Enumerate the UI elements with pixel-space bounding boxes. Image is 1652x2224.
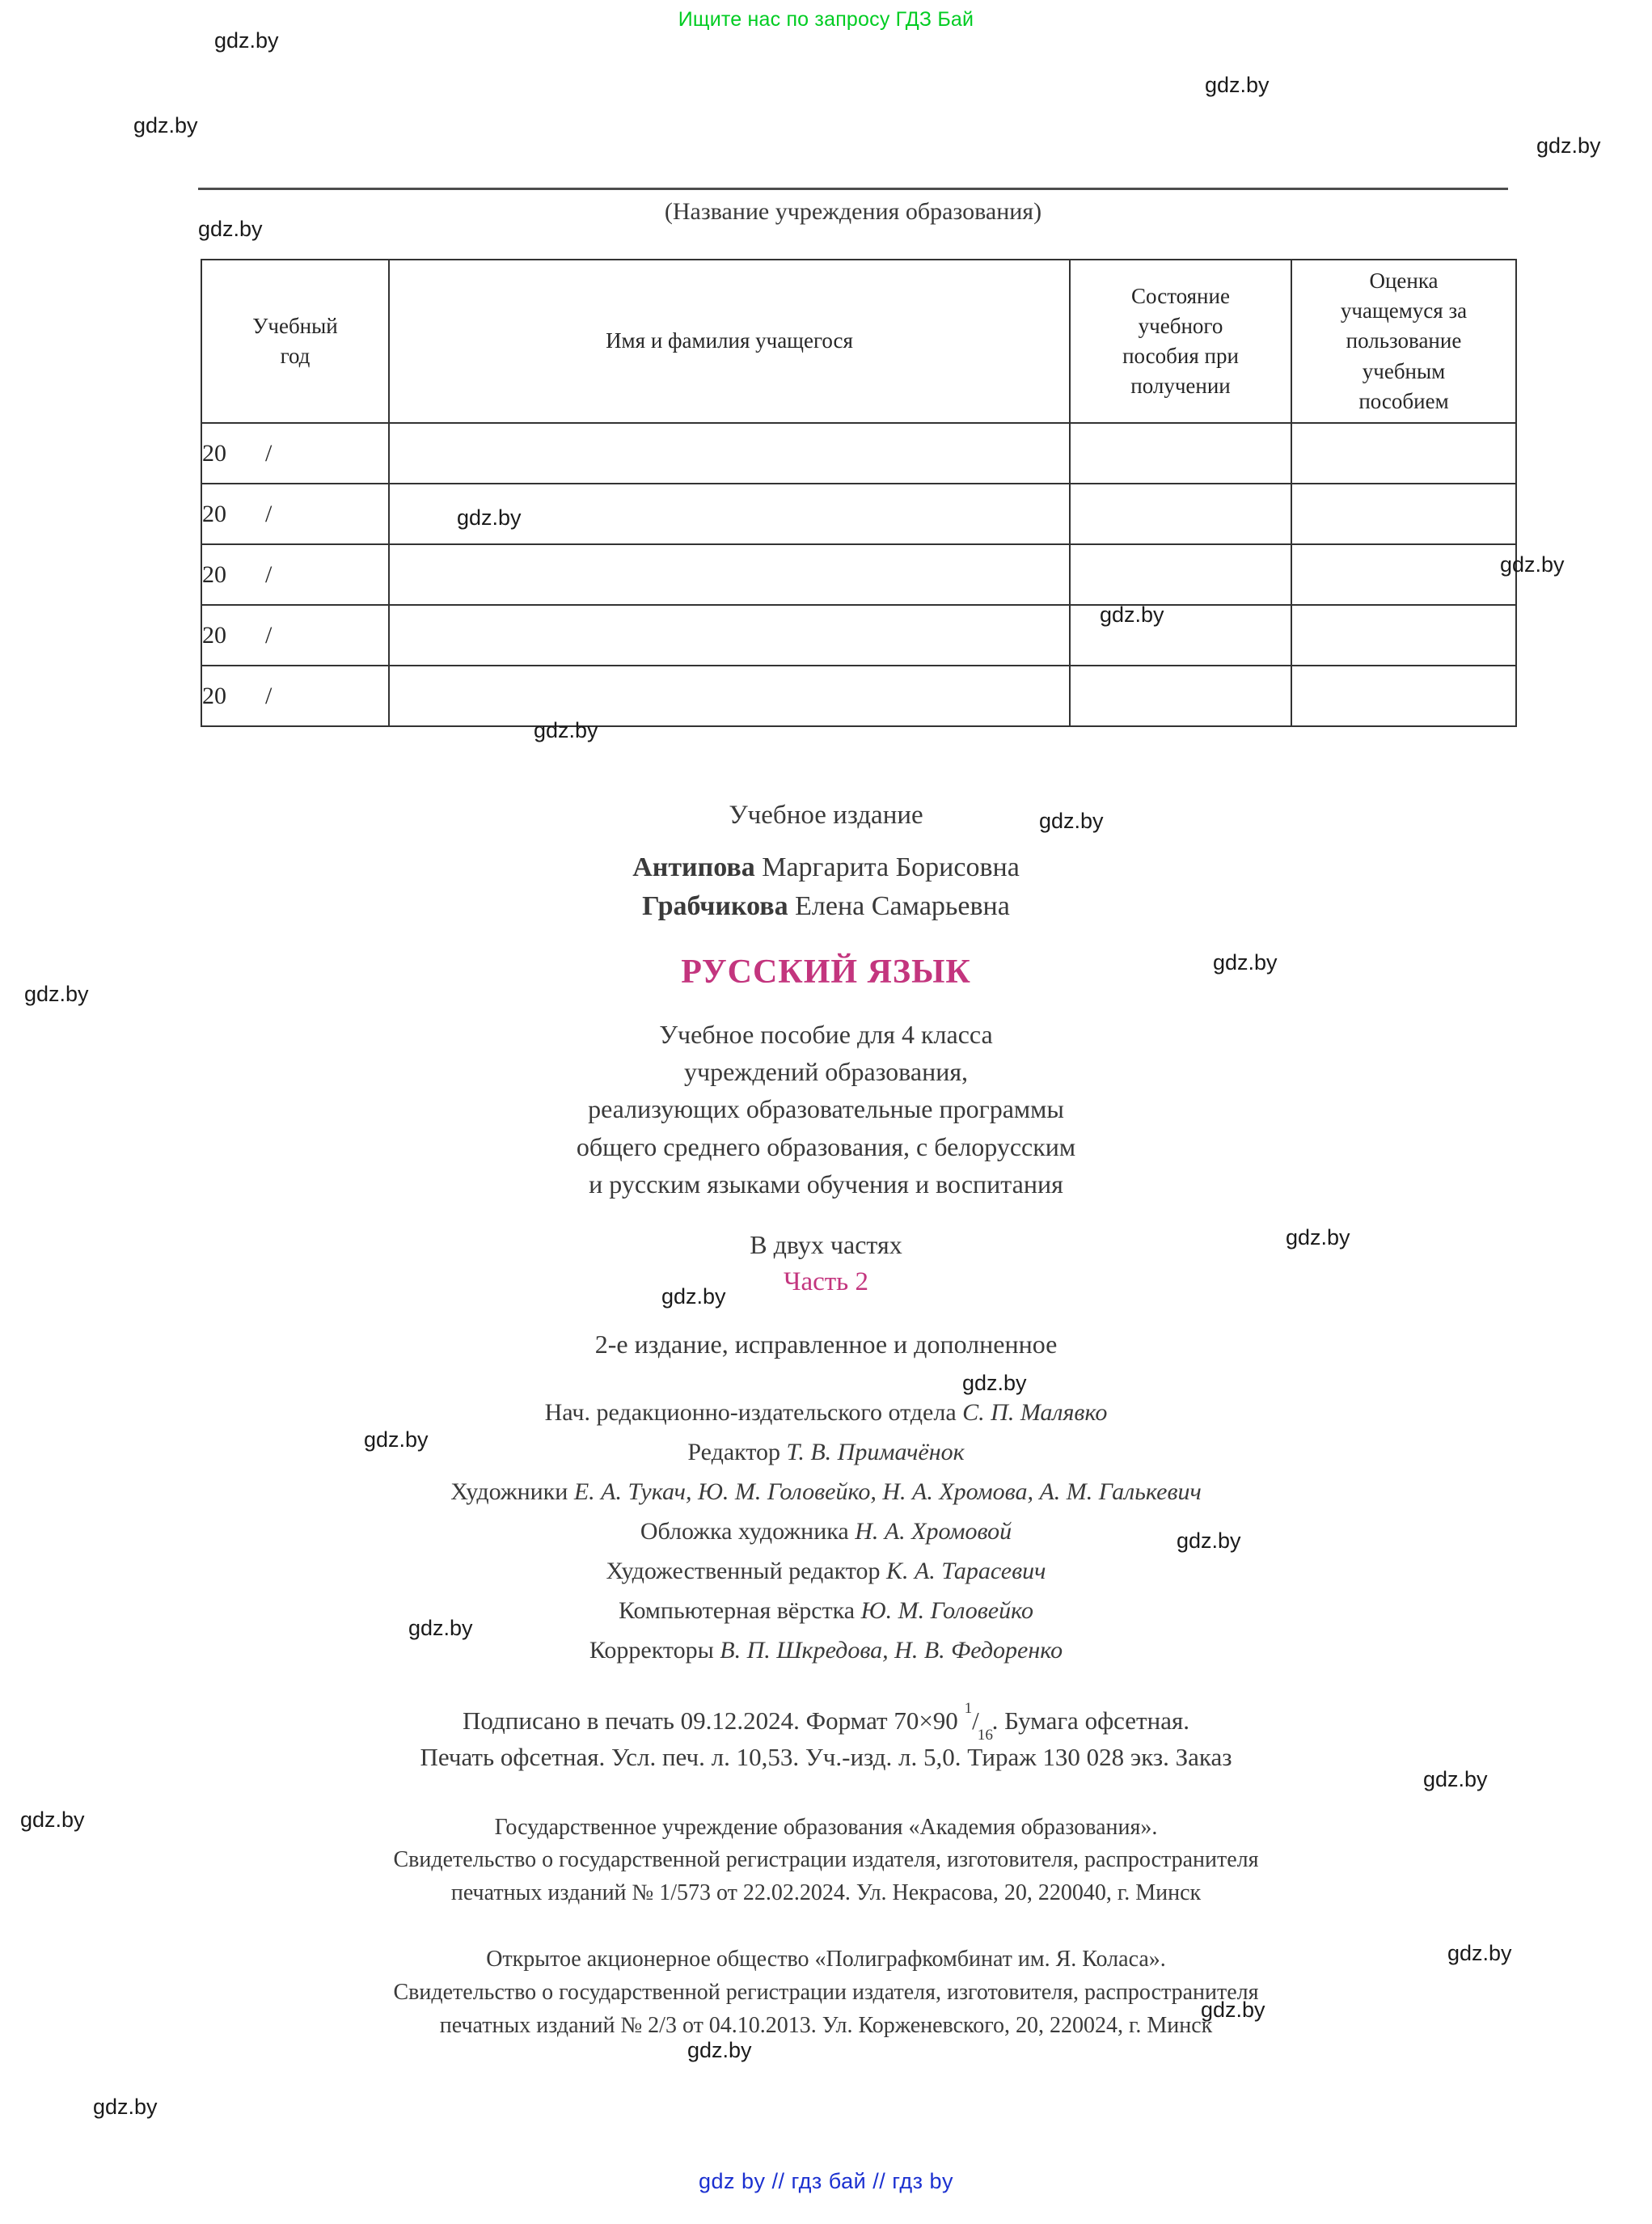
credit-role-3: Художники xyxy=(450,1478,574,1506)
watermark-12: gdz.by xyxy=(24,982,89,1006)
credit-role-1: Нач. редакционно-издательского отдела xyxy=(544,1399,963,1427)
print-info xyxy=(0,1699,1652,1776)
credit-line-5 xyxy=(0,1552,1652,1592)
format-fraction: $^1/_{16}$ xyxy=(964,1699,993,1744)
watermark-20: gdz.by xyxy=(20,1808,85,1832)
watermark-11: gdz.by xyxy=(1213,950,1278,975)
credit-name-7: В. П. Шкредова, Н. В. Федоренко xyxy=(720,1636,1063,1664)
year-prefix: 20 xyxy=(202,682,226,709)
credit-name-6: Ю. М. Головейко xyxy=(860,1596,1034,1624)
credit-name-2: Т. В. Примачёнок xyxy=(786,1439,965,1466)
watermark-6: gdz.by xyxy=(457,505,522,530)
credit-role-4: Обложка художника xyxy=(640,1518,856,1545)
author-2-surname: Грабчикова xyxy=(642,891,788,922)
author-2-given: Елена Самарьевна xyxy=(795,891,1010,922)
edition-number: 2-е издание, исправленное и дополненное xyxy=(594,1330,1058,1359)
watermark-10: gdz.by xyxy=(1039,809,1104,833)
table-row xyxy=(201,544,1516,605)
header-academic-year-line1: Учебный xyxy=(252,313,338,338)
watermark-5: gdz.by xyxy=(198,217,263,241)
cell-student-grade[interactable] xyxy=(1291,544,1516,605)
year-slash: / xyxy=(265,621,273,649)
header-book-condition-line1: Состояние xyxy=(1131,283,1230,308)
cell-book-condition[interactable] xyxy=(1070,484,1291,544)
year-slash: / xyxy=(265,500,273,527)
fraction-denominator: 16 xyxy=(977,1726,993,1744)
book-subtitle xyxy=(0,1016,1652,1203)
credits-block xyxy=(0,1393,1652,1670)
cell-student-grade[interactable] xyxy=(1291,484,1516,544)
table-row xyxy=(201,484,1516,544)
student-record-table xyxy=(201,259,1517,727)
subtitle-line-2: учреждений образования, xyxy=(683,1056,969,1086)
header-student-grade-line3: пользование xyxy=(1346,328,1462,353)
watermark-8: gdz.by xyxy=(1100,603,1164,627)
publisher-1-name: Государственное учреждение образования «Академия образования». xyxy=(494,1814,1158,1840)
year-slash: / xyxy=(265,560,273,588)
watermark-9: gdz.by xyxy=(534,718,598,742)
table-body xyxy=(201,423,1516,726)
credit-line-2 xyxy=(0,1433,1652,1473)
print-info-line-1 xyxy=(0,1699,1652,1744)
credit-line-7 xyxy=(0,1631,1652,1671)
header-book-condition-line3: пособия при xyxy=(1122,344,1239,368)
watermark-4: gdz.by xyxy=(1536,133,1601,158)
promo-banner: Ищите нас по запросу ГДЗ Бай xyxy=(678,8,974,31)
watermark-23: gdz.by xyxy=(687,2038,752,2062)
cell-book-condition[interactable] xyxy=(1070,666,1291,726)
header-academic-year xyxy=(201,260,389,423)
subtitle-line-3: реализующих образовательные программы xyxy=(588,1094,1064,1124)
table-row xyxy=(201,605,1516,666)
year-prefix: 20 xyxy=(202,500,226,527)
credit-line-6 xyxy=(0,1592,1652,1631)
cell-student-name[interactable] xyxy=(389,605,1070,666)
publisher-1-cert-line-1: Свидетельство о государственной регистрации издателя, изготовителя, распространителя xyxy=(393,1847,1259,1873)
watermark-19: gdz.by xyxy=(1423,1767,1488,1791)
watermark-21: gdz.by xyxy=(1447,1941,1512,1965)
book-title: РУССКИЙ ЯЗЫК xyxy=(681,953,971,991)
cell-academic-year[interactable] xyxy=(201,666,389,726)
watermark-2: gdz.by xyxy=(1205,73,1270,97)
watermark-18: gdz.by xyxy=(408,1616,473,1640)
cell-academic-year[interactable] xyxy=(201,605,389,666)
author-2 xyxy=(0,887,1652,926)
credit-name-5: К. А. Тарасевич xyxy=(886,1558,1046,1585)
watermark-1: gdz.by xyxy=(214,28,279,53)
watermark-13: gdz.by xyxy=(1286,1225,1350,1249)
year-prefix: 20 xyxy=(202,621,226,649)
print-info-line-2: Печать офсетная. Усл. печ. л. 10,53. Уч.-изд. л. 5,0. Тираж 130 028 экз. Заказ xyxy=(420,1742,1232,1771)
cell-academic-year[interactable] xyxy=(201,423,389,484)
watermark-24: gdz.by xyxy=(93,2095,158,2119)
author-1-given: Маргарита Борисовна xyxy=(762,852,1020,882)
table-row xyxy=(201,666,1516,726)
header-student-grade-line4: учебным xyxy=(1362,358,1446,383)
watermark-7: gdz.by xyxy=(1500,552,1565,577)
year-prefix: 20 xyxy=(202,439,226,467)
header-student-grade xyxy=(1291,260,1516,423)
watermark-14: gdz.by xyxy=(661,1284,726,1309)
colophon xyxy=(0,801,1652,2042)
header-student-name: Имя и фамилия учащегося xyxy=(389,260,1070,423)
subtitle-line-4: общего среднего образования, с белорусским xyxy=(576,1131,1076,1161)
publisher-2 xyxy=(0,1943,1652,2042)
header-book-condition xyxy=(1070,260,1291,423)
watermark-3: gdz.by xyxy=(133,113,198,137)
author-1-surname: Антипова xyxy=(632,852,755,882)
footer-links[interactable]: gdz by // гдз бай // гдз by xyxy=(698,2169,954,2193)
watermark-16: gdz.by xyxy=(364,1427,429,1452)
watermark-17: gdz.by xyxy=(1177,1528,1241,1553)
credit-name-1: С. П. Малявко xyxy=(962,1399,1108,1427)
credit-name-4: Н. А. Хромовой xyxy=(855,1518,1012,1545)
credit-role-5: Художественный редактор xyxy=(606,1558,887,1585)
author-1 xyxy=(0,848,1652,887)
header-student-grade-line2: учащемуся за xyxy=(1340,298,1468,323)
year-prefix: 20 xyxy=(202,560,226,588)
cell-student-grade[interactable] xyxy=(1291,666,1516,726)
cell-book-condition[interactable] xyxy=(1070,544,1291,605)
watermark-15: gdz.by xyxy=(962,1371,1027,1395)
publisher-2-cert-line-2: печатных изданий № 2/3 от 04.10.2013. Ул. Корженевского, 20, 220024, г. Минск xyxy=(439,2012,1213,2038)
credit-line-3 xyxy=(0,1473,1652,1512)
part-number: Часть 2 xyxy=(784,1267,868,1297)
subtitle-line-1: Учебное пособие для 4 класса xyxy=(659,1019,993,1049)
credit-role-7: Корректоры xyxy=(589,1636,720,1664)
credit-role-6: Компьютерная вёрстка xyxy=(618,1596,861,1624)
cell-academic-year[interactable] xyxy=(201,484,389,544)
credit-line-1 xyxy=(0,1393,1652,1433)
publisher-2-cert-line-1: Свидетельство о государственной регистрации издателя, изготовителя, распространителя xyxy=(393,1979,1259,2005)
publisher-1-cert-line-2: печатных изданий № 1/573 от 22.02.2024. Ул. Некрасова, 20, 220040, г. Минск xyxy=(450,1879,1202,1905)
header-book-condition-line2: учебного xyxy=(1138,313,1223,338)
credit-name-3: Е. А. Тукач, Ю. М. Головейко, Н. А. Хромова, А. М. Галькевич xyxy=(573,1478,1202,1506)
year-slash: / xyxy=(265,439,273,467)
cell-academic-year[interactable] xyxy=(201,544,389,605)
publisher-2-name: Открытое акционерное общество «Полиграфкомбинат им. Я. Коласа». xyxy=(486,1947,1166,1972)
institution-caption: (Название учреждения образования) xyxy=(664,198,1042,225)
header-academic-year-line2: год xyxy=(280,344,311,368)
header-book-condition-line4: получении xyxy=(1130,374,1231,399)
cell-book-condition[interactable] xyxy=(1070,423,1291,484)
header-student-grade-line1: Оценка xyxy=(1369,268,1439,293)
cell-student-grade[interactable] xyxy=(1291,423,1516,484)
cell-student-name[interactable] xyxy=(389,423,1070,484)
credit-line-4 xyxy=(0,1512,1652,1552)
publisher-1 xyxy=(0,1812,1652,1910)
table-header-row xyxy=(201,260,1516,423)
table-row xyxy=(201,423,1516,484)
fraction-numerator: 1 xyxy=(964,1699,973,1717)
subtitle-line-5: и русским языками обучения и воспитания xyxy=(589,1169,1063,1199)
header-student-grade-line5: пособием xyxy=(1358,388,1449,413)
print-info-line-1a: Подписано в печать 09.12.2024. Формат 70×90 xyxy=(463,1706,965,1735)
print-info-line-1b: . Бумага офсетная. xyxy=(991,1706,1189,1735)
edition-label: Учебное издание xyxy=(729,801,923,830)
institution-rule xyxy=(198,188,1508,190)
cell-student-grade[interactable] xyxy=(1291,605,1516,666)
parts-label: В двух частях xyxy=(750,1230,902,1260)
cell-student-name[interactable] xyxy=(389,544,1070,605)
cell-student-name[interactable] xyxy=(389,666,1070,726)
credit-role-2: Редактор xyxy=(687,1439,787,1466)
watermark-22: gdz.by xyxy=(1201,1998,1265,2022)
year-slash: / xyxy=(265,682,273,709)
